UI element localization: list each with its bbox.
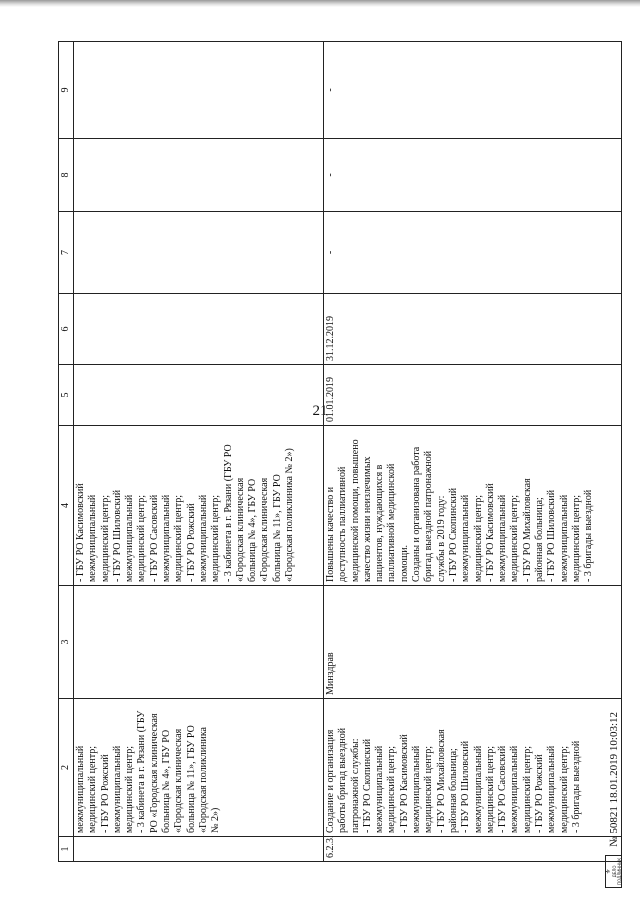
registration-number: № 50821 18.01.2019 10:03:12 [607,712,620,847]
cell-responsible [74,586,324,699]
cell-event-name: межмуниципальный медицинский центр; - ГБУ РО Рожский межмуниципальный медицинский центр; - 3 кабинета в г. Рязани (ГБУ РО «Городская клиническая больница № 4», ГБУ РО «Городская клиническая больница № 11», ГБУ РО «Городская поликлиника № 2») [74,699,324,837]
column-header: 2 [59,699,74,837]
cell-col8 [74,139,324,212]
scan-edge-shadow [0,0,640,7]
rotated-table-container [58,42,622,862]
cell-responsible: Минздрав [324,586,622,699]
cell-end-date [74,294,324,365]
cell-col8: - [324,139,622,212]
cell-expected-result: Повышены качество и доступность паллиативной медицинской помощи, повышено качество жизни неизлечимых пациентов, нуждающихся в паллиативной медицинской помощи. Созданы и организована работа бригад выездной патронажной службы в 2019 году: - ГБУ РО Скопинский межмуниципальный медицинский центр; - ГБУ РО Касимовский межмуниципальный медицинский центр; - ГБУ РО Михайловская районная больница; - ГБУ РО Шиловский межмуниципальный медицинский центр; - 3 бригады выездной [324,426,622,586]
cell-start-date: 01.01.2019 [324,365,622,426]
column-header: 7 [59,212,74,294]
emblem-icon: ⚜ [604,868,612,875]
stamp-line-2: ПОДЛИННИК [616,857,622,885]
document-footer [605,712,622,888]
column-header: 6 [59,294,74,365]
table-row [74,42,324,862]
registry-stamp [605,855,622,888]
page-number: 21 [312,403,328,419]
cell-event-name: Создание и организация работы бригад выездной патронажной службы: - ГБУ РО Скопинский межмуниципальный медицинский центр; - ГБУ РО Касимовский межмуниципальный медицинский центр; - ГБУ РО Михайловская районная больница; - ГБУ РО Шиловский межмуниципальный медицинский центр; - ГБУ РО Сасовский межмуниципальный медицинский центр; - ГБУ РО Рожский межмуниципальный медицинский центр; - 3 бригады выездной [324,699,622,837]
cell-col7: - [324,212,622,294]
cell-number: 6.2.3. [324,837,622,862]
table-row [324,42,622,862]
column-header: 5 [59,365,74,426]
cell-col7 [74,212,324,294]
column-header: 8 [59,139,74,212]
plan-table [58,41,622,862]
column-header: 1 [59,837,74,862]
cell-col9 [74,42,324,139]
stamp-line-1: ДЕЛО [611,865,617,878]
cell-expected-result: - ГБУ РО Касимовский межмуниципальный медицинский центр; - ГБУ РО Шиловский межмуниципальный медицинский центр; - ГБУ РО Сасовский межмуниципальный медицинский центр; - ГБУ РО Рожский межмуниципальный медицинский центр; - 3 кабинета в г. Рязани (ГБУ РО «Городская клиническая больница № 4», ГБУ РО «Городская клиническая больница № 11», ГБУ РО «Городская поликлиника № 2») [74,426,324,586]
cell-number [74,837,324,862]
column-header: 3 [59,586,74,699]
column-header: 9 [59,42,74,139]
column-header: 4 [59,426,74,586]
cell-end-date: 31.12.2019 [324,294,622,365]
cell-col9: - [324,42,622,139]
table-header-row [59,42,74,862]
cell-start-date [74,365,324,426]
